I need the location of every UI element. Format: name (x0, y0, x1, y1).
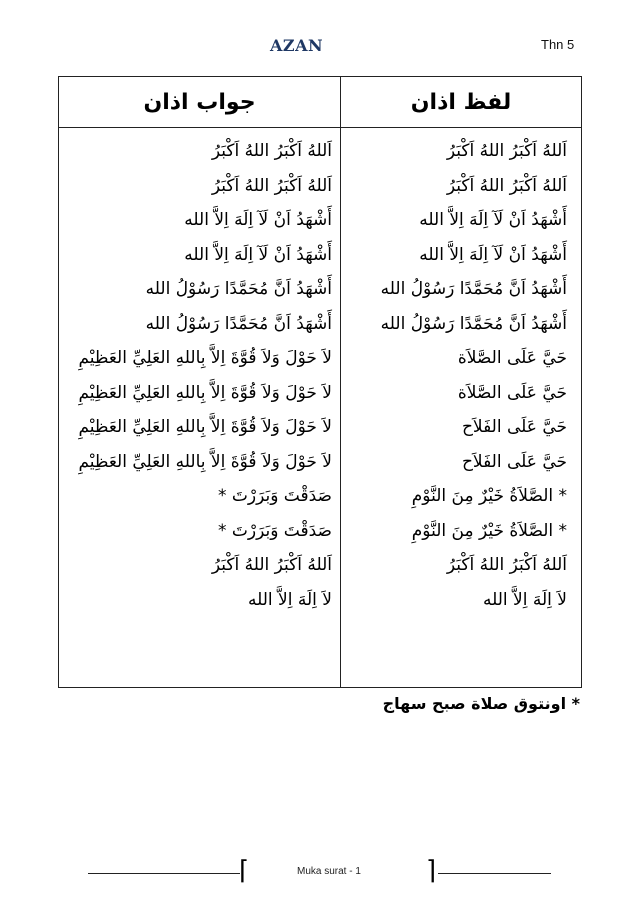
footer-bracket-left: ⌈ (239, 856, 250, 886)
azan-line: اَللهُ اَكْبَرُ اللهُ اَكْبَرُ (446, 555, 567, 575)
left-column-heading: جواب اذان (143, 89, 256, 115)
response-line: اَللهُ اَكْبَرُ اللهُ اَكْبَرُ (211, 141, 332, 161)
response-line: أَشْهَدُ اَنْ لَآ اِلَهَ اِلاَّ الله (184, 244, 332, 265)
page-number: Muka surat - 1 (297, 866, 361, 877)
response-line: أَشْهَدُ اَنَّ مُحَمَّدًا رَسُوْلُ الله (145, 313, 332, 334)
response-line: أَشْهَدُ اَنْ لَآ اِلَهَ اِلاَّ الله (184, 210, 332, 230)
right-heading-cell (341, 77, 582, 128)
right-column-heading: لفظ اذان (410, 89, 512, 115)
azan-line: * الصَّلاَةُ خَيْرٌ مِنَ النَّوْمِ (411, 486, 567, 506)
footnote: * اونتوق صلاة صبح سهاج (382, 694, 580, 713)
footer-rule-left (88, 873, 240, 874)
response-column (59, 128, 341, 688)
table-header-row (59, 77, 582, 128)
response-line: اَللهُ اَكْبَرُ اللهُ اَكْبَرُ (211, 175, 332, 196)
azan-line: حَيَّ عَلَى الفَلاَح (461, 417, 567, 437)
footer-rule-right (438, 873, 551, 874)
page-title: AZAN (270, 36, 324, 55)
footer-bracket-right: ⌉ (426, 856, 437, 886)
response-line: اَللهُ اَكْبَرُ اللهُ اَكْبَرُ (211, 555, 332, 575)
response-line: لاَ حَوْلَ وَلاَ قُوَّةَ اِلاَّ بِاللهِ العَلِيِّ العَظِيْمِ (78, 417, 332, 437)
azan-table (58, 76, 582, 688)
response-line: صَدَقْتَ وَبَرَرْتَ * (217, 486, 332, 506)
azan-line: حَيَّ عَلَى الفَلاَح (461, 451, 567, 472)
azan-line: لاَ اِلَهَ اِلاَّ الله (483, 589, 567, 610)
azan-lines (341, 128, 581, 617)
azan-line: أَشْهَدُ اَنَّ مُحَمَّدًا رَسُوْلُ الله (380, 279, 567, 299)
response-lines (59, 128, 340, 617)
response-line: صَدَقْتَ وَبَرَرْتَ * (217, 520, 332, 541)
response-line: لاَ حَوْلَ وَلاَ قُوَّةَ اِلاَّ بِاللهِ العَلِيِّ العَظِيْمِ (78, 348, 332, 368)
class-label: Thn 5 (541, 37, 575, 52)
left-heading-cell (59, 77, 341, 128)
response-line: لاَ اِلَهَ اِلاَّ الله (248, 589, 332, 610)
response-line: لاَ حَوْلَ وَلاَ قُوَّةَ اِلاَّ بِاللهِ العَلِيِّ العَظِيْمِ (78, 382, 332, 403)
table-body-row (59, 128, 582, 688)
azan-line: * الصَّلاَةُ خَيْرٌ مِنَ النَّوْمِ (411, 520, 567, 541)
azan-line: أَشْهَدُ اَنْ لَآ اِلَهَ اِلاَّ الله (419, 210, 567, 230)
azan-line: أَشْهَدُ اَنَّ مُحَمَّدًا رَسُوْلُ الله (380, 313, 567, 334)
response-line: لاَ حَوْلَ وَلاَ قُوَّةَ اِلاَّ بِاللهِ العَلِيِّ العَظِيْمِ (78, 451, 332, 472)
azan-line: اَللهُ اَكْبَرُ اللهُ اَكْبَرُ (446, 141, 567, 161)
response-line: أَشْهَدُ اَنَّ مُحَمَّدًا رَسُوْلُ الله (145, 279, 332, 299)
azan-column (341, 128, 582, 688)
azan-line: أَشْهَدُ اَنْ لَآ اِلَهَ اِلاَّ الله (419, 244, 567, 265)
azan-line: حَيَّ عَلَى الصَّلاَة (457, 382, 567, 403)
azan-line: اَللهُ اَكْبَرُ اللهُ اَكْبَرُ (446, 175, 567, 196)
azan-line: حَيَّ عَلَى الصَّلاَة (457, 348, 567, 368)
